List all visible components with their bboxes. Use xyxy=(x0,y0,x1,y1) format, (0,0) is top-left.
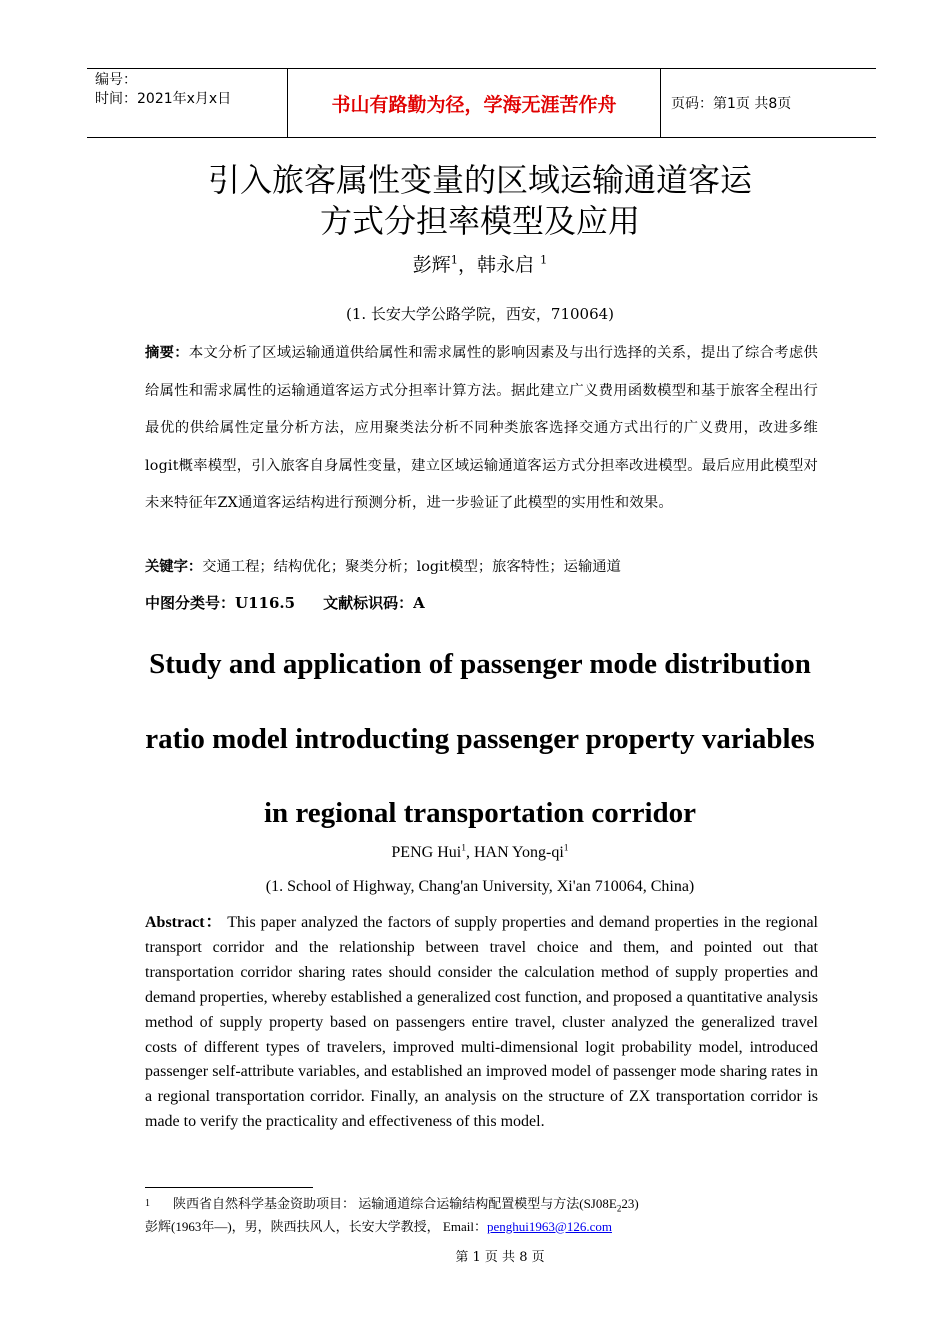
doc-code-label: 文献标识码： xyxy=(323,594,414,612)
english-abstract-text: This paper analyzed the factors of supply properties and demand properties in the regional transport corridor and the relationship between travel choice and them, and pointed out that transportation corridor sharing rates should consider the calculation method of supply properties and demand properties, whereby established a generalized cost function, and proposed a quantitative analysis method of supply property based on passengers entire travel, cluster analyzed the generalized travel costs of different types of travelers, improved multi-dimensional logit probability model, introduced passenger self-attribute variables, and established an improved model of passenger mode sharing rates in a regional transportation corridor. Finally, an analysis on the structure of ZX transportation corridor is made to verify the practicality and effectiveness of this model. xyxy=(145,914,819,1131)
english-abstract-label: Abstract： xyxy=(145,914,223,931)
chinese-affiliation: (1. 长安大学公路学院，西安，710064) xyxy=(345,305,615,323)
author-2-affil-mark: 1 xyxy=(540,252,548,267)
time-label: 时间：2021年x月x日 xyxy=(95,91,232,107)
page-footer: 第 1 页 共 8 页 xyxy=(455,1250,545,1265)
author-separator: ， xyxy=(457,254,477,276)
author-1-affil-mark: 1 xyxy=(450,252,458,267)
chinese-title-line-1: 引入旅客属性变量的区域运输通道客运 xyxy=(207,161,752,199)
footnote-funding-end: 23) xyxy=(621,1196,639,1211)
author-1-en: PENG Hui xyxy=(391,844,462,861)
english-title-line-2: ratio model introducting passenger property variables xyxy=(145,722,815,755)
english-affiliation: (1. School of Highway, Chang'an University, Xi'an 710064, China) xyxy=(265,878,695,895)
number-label: 编号： xyxy=(95,72,137,88)
author-1: 彭辉 xyxy=(412,254,451,276)
header-motto: 书山有路勤为径，学海无涯苦作舟 xyxy=(288,69,661,137)
header-meta-cell xyxy=(87,69,288,137)
doc-code-value: A xyxy=(413,594,425,612)
footnote-subscript: 2 xyxy=(616,1203,622,1214)
email-link[interactable]: penghui1963@126.com xyxy=(486,1218,612,1234)
author-2: 韩永启 xyxy=(476,254,534,276)
chinese-title-line-2: 方式分担率模型及应用 xyxy=(319,202,640,240)
footnote-divider xyxy=(145,1187,313,1188)
chinese-keywords-label: 关键字： xyxy=(145,559,203,575)
chinese-keywords xyxy=(145,556,825,576)
chinese-abstract-label: 摘要： xyxy=(145,345,189,361)
english-abstract xyxy=(145,911,818,1135)
footnote-line-2 xyxy=(145,1218,835,1236)
clc-value: U116.5 xyxy=(235,594,296,612)
english-title xyxy=(110,627,850,851)
classification-codes xyxy=(145,592,825,613)
author-1-en-affil-mark: 1 xyxy=(461,842,466,854)
chinese-title xyxy=(100,160,860,242)
document-header xyxy=(87,68,876,138)
chinese-abstract-text: 本文分析了区域运输通道供给属性和需求属性的影响因素及与出行选择的关系，提出了综合考虑供给属性和需求属性的运输通道客运方式分担率计算方法。据此建立广义费用函数模型和基于旅客全程出行最优的供给属性定量分析方法，应用聚类法分析不同种类旅客选择交通方式出行的广义费用，改进多维logit概率模型，引入旅客自身属性变量，建立区域运输通道客运方式分担率改进模型。最后应用此模型对未来特征年ZX通道客运结构进行预测分析，进一步验证了此模型的实用性和效果。 xyxy=(145,345,818,512)
chinese-keywords-text: 交通工程；结构优化；聚类分析；logit模型；旅客特性；运输通道 xyxy=(202,559,621,575)
chinese-abstract xyxy=(145,335,818,523)
footnote xyxy=(145,1195,835,1236)
author-separator-en: , xyxy=(465,844,474,861)
footnote-number: 1 xyxy=(145,1198,150,1209)
english-authors xyxy=(100,844,860,862)
footnote-funding: 陕西省自然科学基金资助项目： 运输通道综合运输结构配置模型与方法(SJ08E xyxy=(173,1196,617,1211)
author-2-en: HAN Yong-qi xyxy=(473,844,564,861)
chinese-authors xyxy=(100,250,860,277)
english-title-line-1: Study and application of passenger mode distribution xyxy=(149,648,811,680)
footnote-author-bio: 彭辉(1963年—)，男，陕西扶风人，长安大学教授， Email： xyxy=(145,1218,487,1234)
english-title-line-3: in regional transportation corridor xyxy=(263,797,696,829)
footnote-line-1 xyxy=(145,1195,835,1218)
author-2-en-affil-mark: 1 xyxy=(563,842,569,854)
header-page-info: 页码：第1页 共8页 xyxy=(671,96,792,112)
clc-label: 中图分类号： xyxy=(145,594,236,612)
